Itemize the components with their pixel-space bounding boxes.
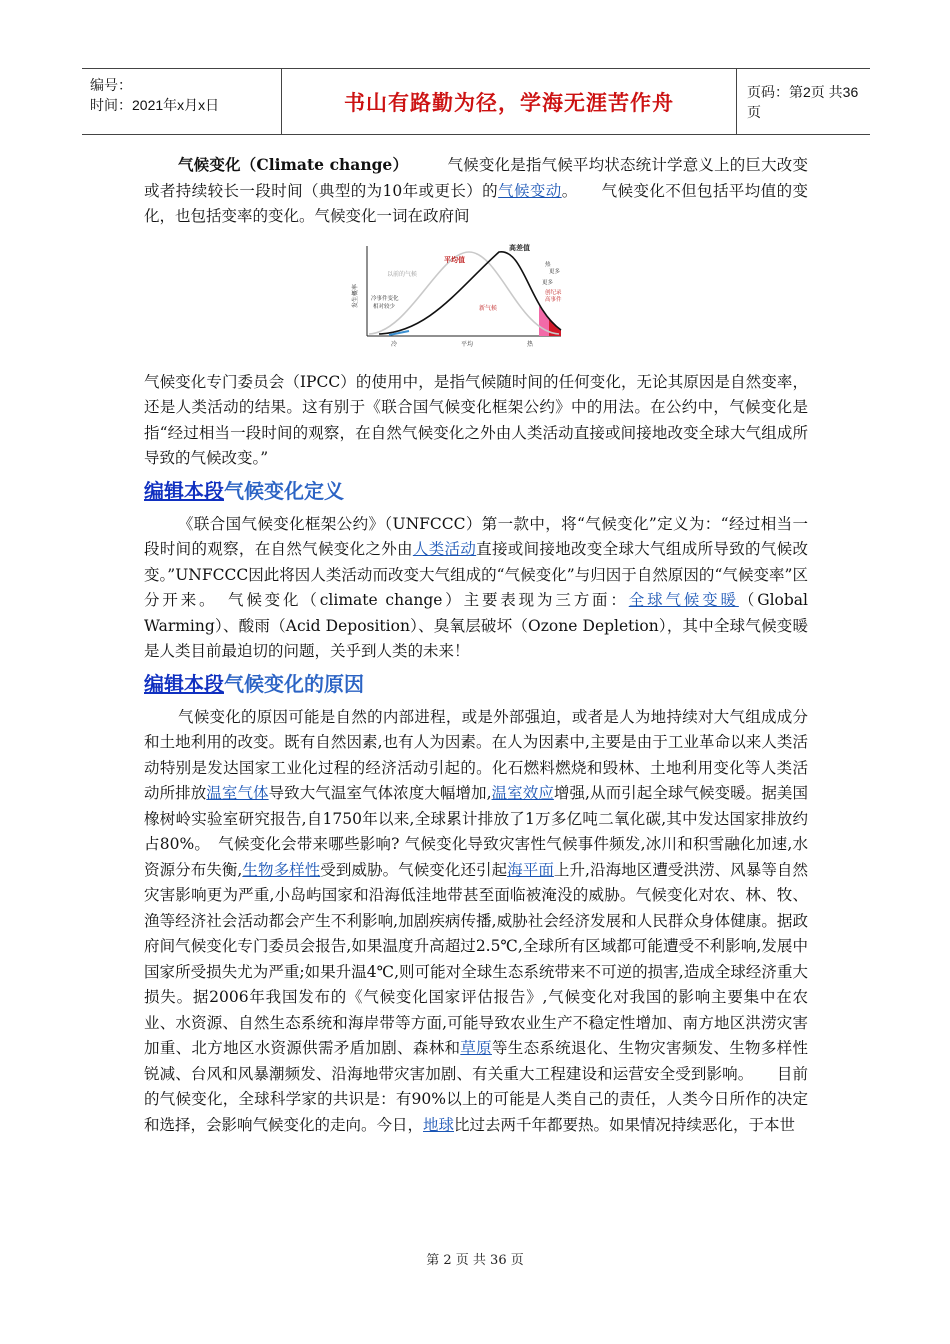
section2-title: 气候变化的原因 [224, 671, 364, 696]
link-sea-level[interactable]: 海平面 [507, 860, 554, 879]
label-cold-less2: 相对较少 [373, 303, 396, 310]
link-grassland[interactable]: 草原 [460, 1039, 492, 1057]
section2-heading [144, 667, 808, 701]
section2-text-5: 上升,沿海地区遭受洪涝、风暴等自然灾害影响更为严重,小岛屿国家和沿海低洼地带甚至面临被淹没的威胁。气候变化对农、林、牧、渔等经济社会活动都会产生不利影响,加剧疾病传播,威胁社会经济发展和人民群众身体健康。据政府间气候变化专门委员会报告,如果温度升高超过2.5℃,全球所有区域都可能遭受不利影响,发展中国家所受损失尤为严重;如果升温4℃,则可能对全球生态系统带来不可逆的损害,造成全球经济重大损失。据2006年我国发布的《气候变化国家评估报告》,气候变化对我国的影响主要集中在农业、水资源、自然生态系统和海岸带等方面,可能导致农业生产不稳定性增加、南方地区洪涝灾害加重、北方地区水资源供需矛盾加剧、森林和 [144, 860, 808, 1057]
section1-edit-link[interactable]: 编辑本段 [144, 478, 224, 503]
link-greenhouse-effect[interactable]: 温室效应 [491, 784, 554, 802]
section1-text-c: （Global Warming）、酸雨（Acid Deposition）、臭氧层破坏（Ozone Depletion），其中全球气候变暖是人类目前最迫切的问题，关乎到人类的未来！ [144, 591, 808, 660]
section1-heading [144, 474, 808, 508]
section1-title: 气候变化定义 [224, 478, 344, 503]
label-more2: 更多 [549, 268, 561, 275]
section1-text-a: 《联合国气候变化框架公约》（UNFCCC）第一款中，将“气候变化”定义为：“经过相当一段时间的观察，在自然气候变化之外由 [144, 514, 808, 558]
section2-text-6: 等生态系统退化、生物灾害频发、生物多样性锐减、台风和风暴潮频发、沿海地带灾害加剧、有关重大工程建设和运营安全受到影响。 目前的气候变化，全球科学家的共识是：有90%以上的可能是人类自己的责任，人类今日所作的决定和选择，会影响气候变化的走向。今日， [144, 1039, 808, 1134]
xlabel-hot: 热 [527, 340, 534, 348]
link-earth[interactable]: 地球 [423, 1115, 455, 1134]
section2-text-7: 比过去两千年都要热。如果情况持续恶化，于本世 [454, 1115, 796, 1134]
intro-paragraph [144, 152, 808, 230]
section2-edit-link[interactable]: 编辑本段 [144, 671, 224, 696]
section2-text-4: 受到威胁。气候变化还引起 [320, 860, 508, 879]
label-hot: 热 [545, 261, 551, 268]
climate-distribution-figure [144, 238, 808, 356]
section2-paragraph [144, 705, 808, 1139]
label-record2: 高事件 [545, 296, 562, 303]
label-prev: 以前的气候 [387, 270, 418, 278]
label-new: 新气候 [479, 304, 498, 312]
distribution-chart [349, 238, 564, 356]
label-extreme: 高差值 [509, 242, 530, 252]
label-more-hot: 更多 [542, 279, 554, 286]
number-label: 编号： [90, 77, 132, 93]
link-human-activity[interactable]: 人类活动 [412, 540, 477, 558]
intro-text1: 气候变化是指气候平均状态统计学意义上的巨大改变或者持续较长一段时间（典型的为10年或更长）的 [144, 156, 808, 200]
header-meta [82, 69, 282, 134]
label-cold-less: 冷事件变化 [371, 295, 399, 302]
xlabel-cold: 冷 [391, 340, 398, 348]
header-page-label: 页码：第2页 共36页 [747, 83, 859, 120]
link-greenhouse-gas[interactable]: 温室气体 [206, 784, 269, 802]
time-label: 时间：2021年x月x日 [90, 97, 220, 113]
section2-text-2: 导致大气温室气体浓度大幅增加, [268, 784, 492, 802]
intro-paragraph-2: 气候变化专门委员会（IPCC）的使用中，是指气候随时间的任何变化，无论其原因是自然变率，还是人类活动的结果。这有别于《联合国气候变化框架公约》中的用法。在公约中，气候变化是指“经过相当一段时间的观察，在自然气候变化之外由人类活动直接或间接地改变全球大气组成所导致的气候改变。” [144, 372, 808, 467]
label-record: 创纪录 [545, 289, 562, 296]
section2-text-1: 气候变化的原因可能是自然的内部进程，或是外部强迫，或者是人为地持续对大气组成成分和土地利用的改变。既有自然因素,也有人为因素。在人为因素中,主要是由于工业革命以来人类活动特别是发达国家工业化过程的经济活动引起的。化石燃料燃烧和毁林、土地利用变化等人类活动所排放 [144, 707, 808, 802]
section1-paragraph [144, 512, 808, 665]
xlabel-avg: 平均 [461, 340, 474, 348]
link-climate-variation[interactable]: 气候变动 [498, 181, 562, 200]
document-body [144, 152, 808, 1138]
header-table [82, 68, 870, 135]
header-motto: 书山有路勤为径，学海无涯苦作舟 [282, 69, 737, 134]
page-footer: 第 2 页 共 36 页 [426, 1253, 524, 1268]
label-mean: 平均值 [444, 254, 465, 264]
section2-text-3: 增强,从而引起全球气候变暖。据美国橡树岭实验室研究报告,自1750年以来,全球累计排放了1万多亿吨二氧化碳,其中发达国家排放约占80%。 气候变化会带来哪些影响? 气候变化导致灾害性气候事件频发,冰川和积雪融化加速,水资源分布失衡, [144, 784, 808, 879]
ylabel: 发生概率 [352, 283, 359, 308]
section1-text-b: 直接或间接地改变全球大气组成所导致的气候改变。”UNFCCC因此将因人类活动而改变大气组成的“气候变化”与归因于自然原因的“气候变率”区分开来。 气候变化（climate change）主要表现为三方面： [144, 540, 808, 609]
link-biodiversity[interactable]: 生物多样性 [242, 860, 321, 879]
link-global-warming[interactable]: 全球气候变暖 [628, 591, 739, 609]
intro-text2: 。 气候变化不但包括平均值的变化，也包括变率的变化。气候变化一词在政府间 [144, 181, 808, 225]
intro-term: 气候变化（Climate change） [178, 155, 401, 174]
